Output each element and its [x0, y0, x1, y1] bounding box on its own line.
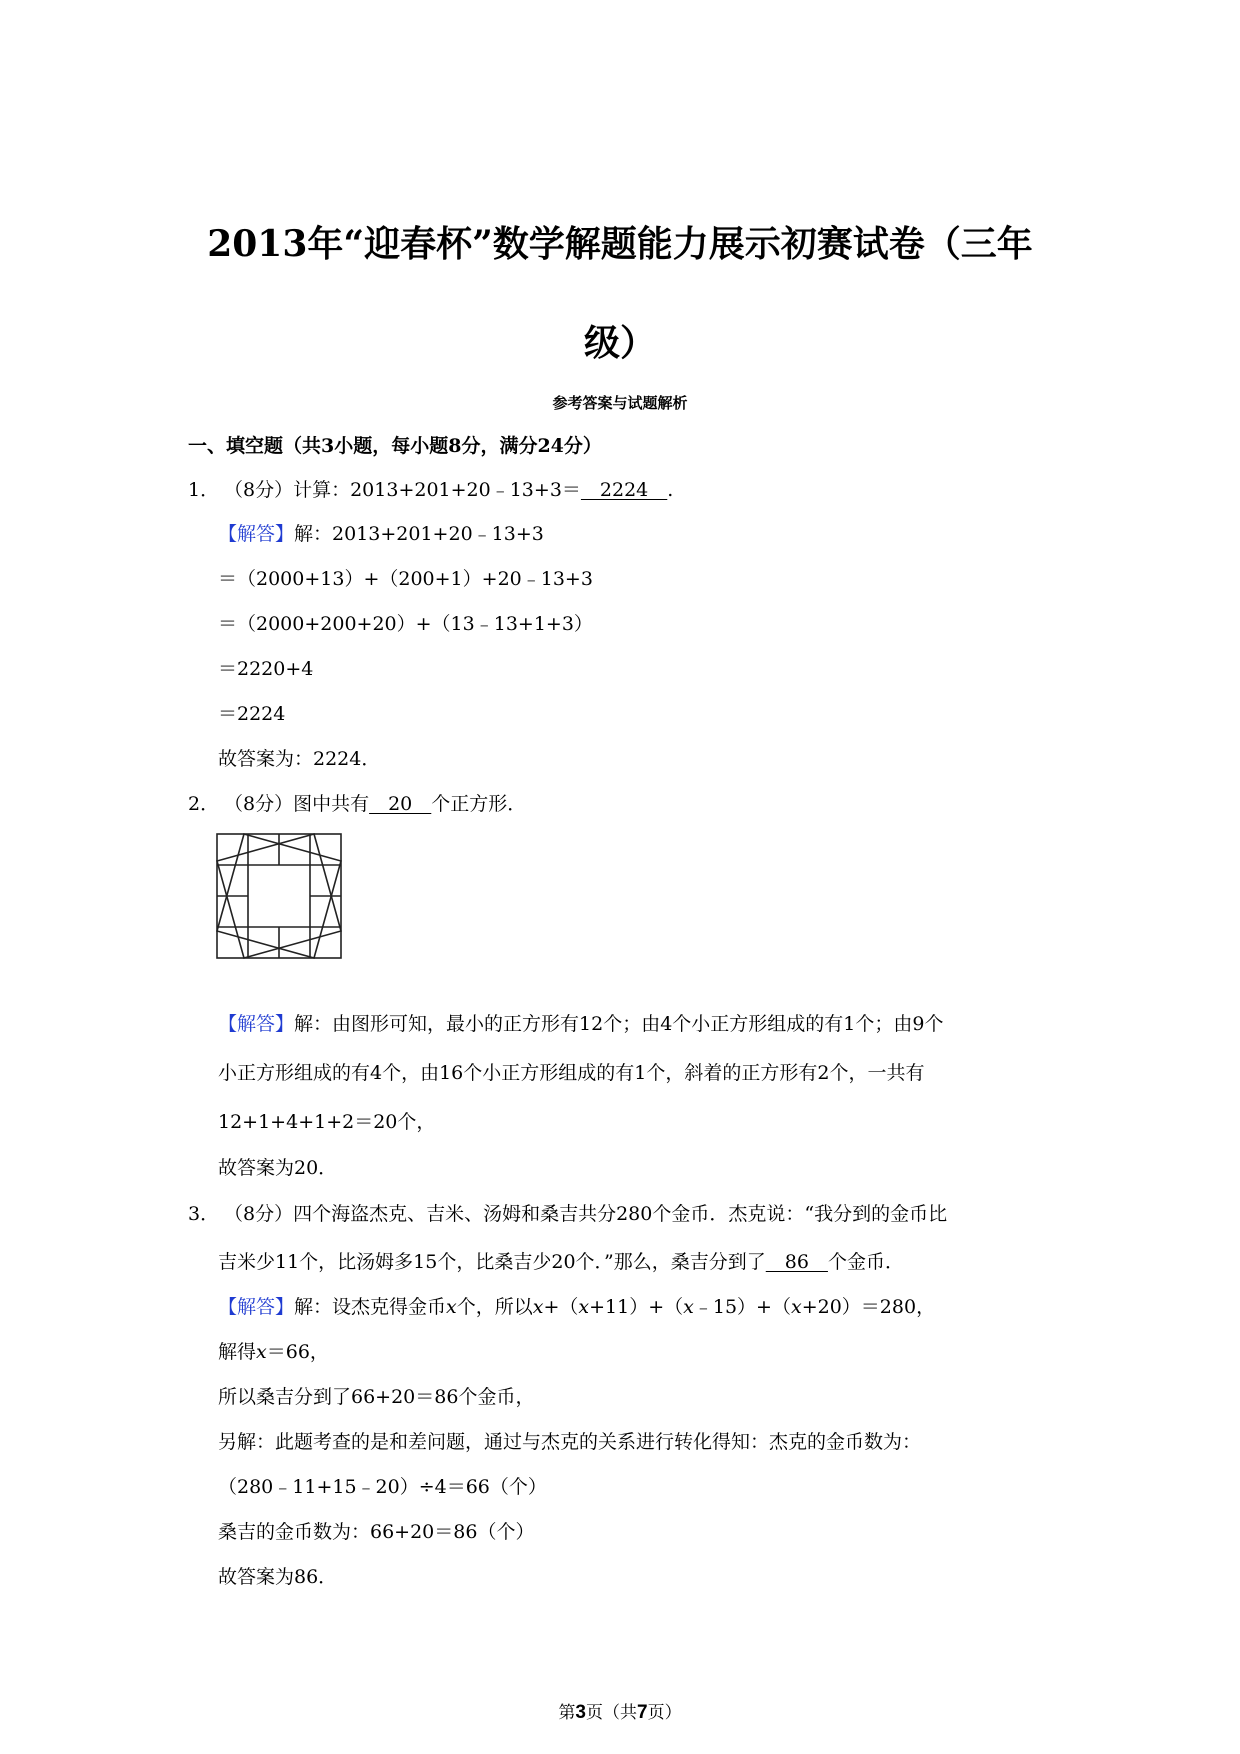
question-1-answer-blank: 2224: [580, 479, 668, 501]
question-2-answer-blank: 20: [369, 793, 432, 815]
document-title-line2: 级）: [583, 322, 656, 364]
question-2-stem: 2． （8分）图中共有 20 个正方形．: [188, 793, 527, 815]
squares-figure: [216, 833, 342, 959]
question-1-step: ＝（2000+200+20）+（13﹣13+1+3）: [218, 613, 593, 635]
document-subtitle: 参考答案与试题解析: [552, 394, 688, 412]
question-3-conclusion: 故答案为86．: [218, 1566, 338, 1588]
question-1-conclusion: 故答案为：2224．: [218, 748, 381, 770]
question-2-solution-line3: 12+1+4+1+2＝20个，: [218, 1111, 436, 1133]
question-3-solution-line3: 所以桑吉分到了66+20＝86个金币，: [218, 1386, 535, 1408]
question-3-stem-line1: 3． （8分）四个海盗杰克、吉米、汤姆和桑吉共分280个金币．杰克说：“我分到的金币比: [188, 1203, 948, 1225]
question-2-conclusion: 故答案为20．: [218, 1157, 338, 1179]
solution-tag: 【解答】: [218, 523, 295, 545]
question-3-solution-line5: （280﹣11+15﹣20）÷4＝66（个）: [218, 1476, 547, 1498]
solution-tag: 【解答】: [218, 1296, 295, 1318]
question-1-step: ＝2224: [218, 703, 286, 725]
question-1-number: 1．: [188, 479, 220, 501]
question-3-answer-blank: 86: [765, 1251, 828, 1273]
question-3-number: 3．: [188, 1203, 220, 1225]
question-3-solution-line4: 另解：此题考查的是和差问题，通过与杰克的关系进行转化得知：杰克的金币数为：: [218, 1431, 922, 1453]
question-1-step: ＝2220+4: [218, 658, 314, 680]
solution-tag: 【解答】: [218, 1013, 295, 1035]
page-footer: 第3页（共7页）: [558, 1702, 682, 1723]
question-3-solution-line6: 桑吉的金币数为：66+20＝86（个）: [218, 1521, 535, 1543]
document-title-line1: 2013年“迎春杯”数学解题能力展示初赛试卷（三年: [207, 223, 1033, 265]
question-1-stem: 1． （8分）计算：2013+201+20﹣13+3＝ 2224 .: [188, 479, 674, 501]
question-3-solution-line2: 解得x＝66，: [218, 1341, 329, 1363]
question-2-number: 2．: [188, 793, 220, 815]
question-2-solution-line1: 【解答】解：由图形可知，最小的正方形有12个；由4个小正方形组成的有1个；由9个: [218, 1013, 944, 1035]
question-1-solution-line: 【解答】解：2013+201+20﹣13+3: [218, 523, 544, 545]
page-total: 7: [637, 1702, 648, 1723]
question-3-stem-line2: 吉米少11个，比汤姆多15个，比桑吉少20个．”那么，桑吉分到了 86 个金币．: [218, 1251, 904, 1273]
question-1-step: ＝（2000+13）+（200+1）+20﹣13+3: [218, 568, 593, 590]
question-3-solution-line: 【解答】解：设杰克得金币x个，所以x+（x+11）+（x﹣15）+（x+20）＝280，: [218, 1296, 936, 1318]
question-2-solution-line2: 小正方形组成的有4个，由16个小正方形组成的有1个，斜着的正方形有2个，一共有: [218, 1062, 925, 1084]
section-heading: 一、填空题（共3小题，每小题8分，满分24分）: [188, 435, 602, 457]
page-number: 3: [575, 1702, 586, 1723]
